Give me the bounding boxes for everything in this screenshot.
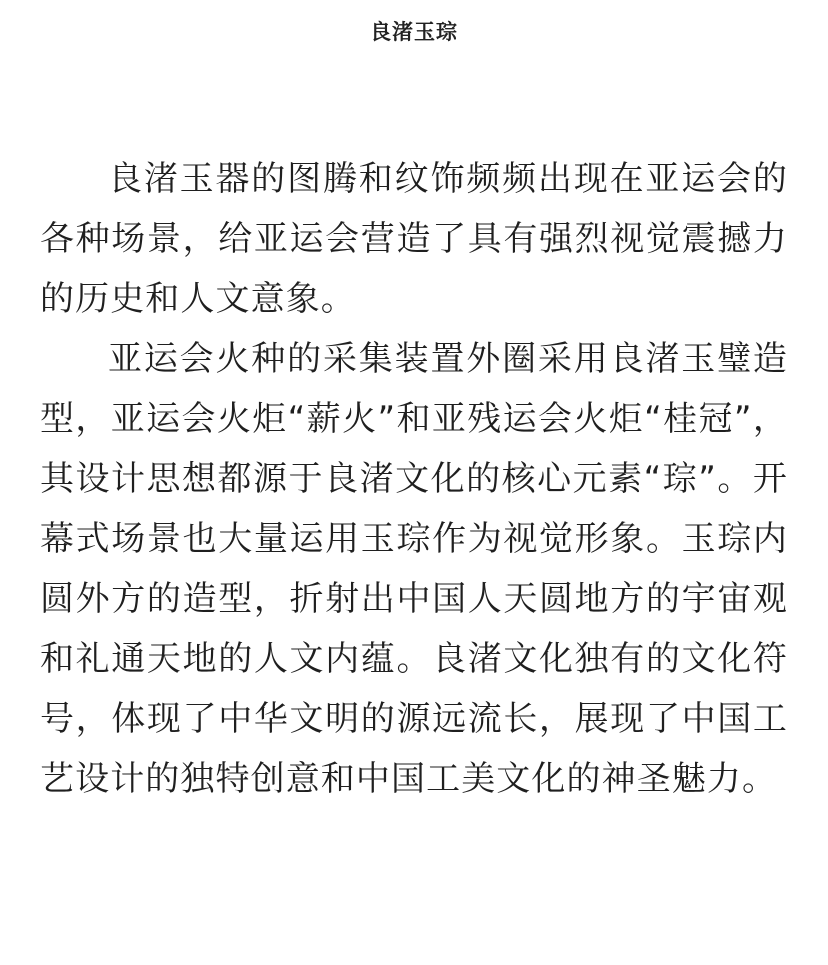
article-body — [40, 149, 788, 809]
page-title: 良渚玉琮 — [370, 20, 458, 44]
paragraph-details: 亚运会火种的采集装置外圈采用良渚玉璧造型，亚运会火炬“薪火”和亚残运会火炬“桂冠”，其设计思想都源于良渚文化的核心元素“琮”。开幕式场景也大量运用玉琮作为视觉形象。玉琮内圆外方的造型，折射出中国人天圆地方的宇宙观和礼通天地的人文内蕴。良渚文化独有的文化符号，体现了中华文明的源远流长，展现了中国工艺设计的独特创意和中国工美文化的神圣魅力。 — [40, 339, 788, 799]
paragraph-intro: 良渚玉器的图腾和纹饰频频出现在亚运会的各种场景，给亚运会营造了具有强烈视觉震撼力的历史和人文意象。 — [40, 159, 788, 319]
